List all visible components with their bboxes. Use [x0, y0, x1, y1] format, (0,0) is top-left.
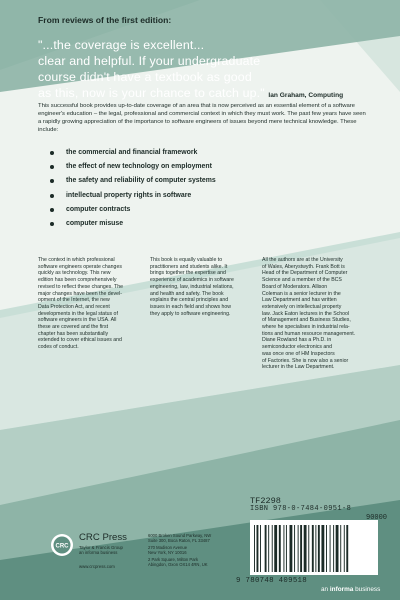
barcode-bar	[336, 525, 339, 572]
price-code: 90000	[366, 514, 388, 522]
topic-text: intellectual property rights in software	[66, 191, 192, 199]
barcode-bar	[300, 525, 302, 572]
barcode-bar	[330, 525, 331, 572]
barcode-bar	[312, 525, 314, 572]
barcode-bar	[346, 525, 348, 572]
barcode-bar	[268, 525, 269, 572]
topic-item	[50, 174, 216, 188]
barcode-bar	[315, 525, 316, 572]
barcode-bar	[298, 525, 299, 572]
publisher-address: 270 Madison Avenue New York, NY 10016	[148, 545, 188, 555]
topic-text: computer contracts	[66, 205, 131, 213]
barcode-bar	[344, 525, 345, 572]
barcode-bar	[340, 525, 341, 572]
topic-text: the safety and reliability of computer systems	[66, 177, 216, 185]
topic-item	[50, 146, 216, 160]
barcode-bar	[272, 525, 273, 572]
barcode-bar	[318, 525, 320, 572]
barcode-bar	[333, 525, 334, 572]
barcode-bar	[304, 525, 307, 572]
barcode-bar	[286, 525, 287, 572]
topic-text: the effect of new technology on employment	[66, 163, 212, 171]
tagline-brand: informa	[329, 586, 354, 593]
topic-item	[50, 203, 216, 217]
crc-press-logo-icon	[50, 533, 74, 557]
publisher-name: CRC Press	[79, 532, 127, 543]
publisher-group: Taylor & Francis Group an informa business	[79, 545, 123, 555]
topic-item	[50, 189, 216, 203]
bullet-icon	[50, 165, 54, 169]
barcode-bar	[260, 525, 261, 572]
barcode-digits: 9 780748 409518	[236, 577, 308, 585]
barcode-bar	[257, 525, 259, 572]
quote-line-text: as this, now is your chance to catch up."	[38, 86, 265, 100]
topic-item	[50, 217, 216, 231]
barcode-bar	[326, 525, 327, 572]
barcode-bar	[265, 525, 267, 572]
barcode-bar	[274, 525, 277, 572]
publisher-website: www.crcpress.com	[79, 564, 115, 569]
column-context: The context in which professional software engineers operate changes quickly as technology. This new edition has been comprehensively revised to reflect these changes. The major changes have been the devel- opment of the Internet, the new Data Protection Act, and recent developments in the legal status of software engineers in the USA. All these are covered and the first chapter has been substantially extended to cover ethical issues and codes of conduct.	[38, 257, 123, 351]
bullet-icon	[50, 179, 54, 183]
bullet-icon	[50, 151, 54, 155]
svg-text:CRC: CRC	[55, 543, 69, 550]
column-audience: This book is equally valuable to practitioners and students alike. It brings together the expertise and experience of academics in software engineering, law, industrial relations, and health and safety. The book explains the central principles and issues in each field and shows how they apply to software engineering.	[150, 257, 234, 317]
quote-line: "...the coverage is excellent...	[38, 38, 205, 52]
barcode-bar	[294, 525, 295, 572]
quote-line: course didn't have a textbook as good	[38, 70, 252, 84]
quote-line: clear and helpful. If your undergraduate	[38, 54, 261, 68]
barcode-bar	[283, 525, 284, 572]
informa-business-tagline	[321, 586, 380, 593]
tagline-suffix: business	[353, 586, 381, 593]
barcode-bar	[254, 525, 255, 572]
catalog-code: TF2298	[250, 496, 281, 506]
topic-text: the commercial and financial framework	[66, 149, 198, 156]
bullet-icon	[50, 194, 54, 198]
barcode-bar	[321, 525, 324, 572]
isbn-box	[250, 520, 378, 575]
topic-item	[50, 160, 216, 174]
publisher-address: 6000 Broken Sound Parkway, NW Suite 300, Boca Raton, FL 33487	[148, 533, 212, 543]
topic-list	[50, 146, 216, 231]
topic-text: computer misuse	[66, 219, 124, 227]
bullet-icon	[50, 208, 54, 212]
quote-attribution: Ian Graham, Computing	[268, 92, 344, 99]
publisher-address: 2 Park Square, Milton Park Abingdon, Oxon OX14 4RN, UK	[148, 557, 208, 567]
isbn-number: ISBN 978-0-7484-0951-8	[250, 505, 352, 513]
intro-paragraph: This successful book provides up-to-date coverage of an area that is now perceived as an essential element of a software engineer's education – the legal, professional and commercial context in which they must work. The past few years have seen a rapidly growing appreciation of the importance to software engineers of issues beyond mere technical knowledge. These include:	[38, 103, 366, 134]
column-authors: All the authors are at the University of Wales, Aberystwyth. Frank Bott is Head of the Department of Computer Science and a member of the BCS Board of Moderators. Allison Coleman is a senior lecturer in the Law Department and has written extensively on intellectual property law. Jack Eaton lectures in the School of Management and Business Studies, where he specialises in industrial rela- tions and human resource management. Diane Rowland has a Ph.D. in semiconductor electronics and was once one of HM Inspectors of Factories. She is now also a senior lecturer in the Law Department.	[262, 257, 356, 371]
reviews-heading: From reviews of the first edition:	[38, 15, 172, 25]
barcode-bar	[308, 525, 309, 572]
bullet-icon	[50, 222, 54, 226]
review-quote	[38, 37, 388, 104]
barcode-bar	[279, 525, 281, 572]
barcode-bar	[290, 525, 293, 572]
tagline-prefix: an	[321, 586, 330, 593]
